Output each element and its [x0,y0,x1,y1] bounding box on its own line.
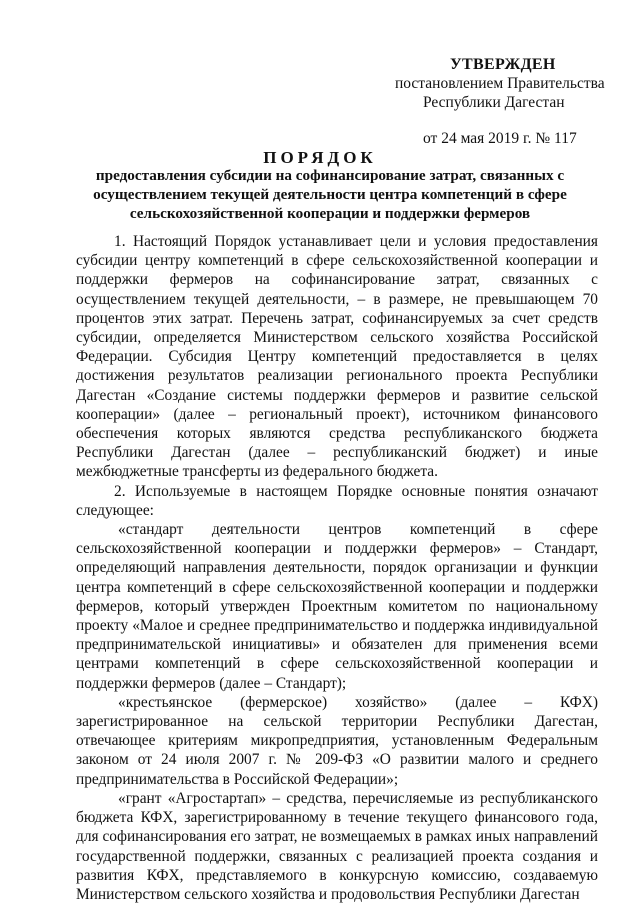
approval-date: от 24 мая 2019 г. № 117 [423,130,577,147]
definition-standard: «стандарт деятельности центров компетенций в сфере сельскохозяйственной кооперации и поддержки фермеров» – Стандарт, определяющий направления деятельности, порядок организации и функции центра компетенций в сфере сельскохозяйственной кооперации и поддержки фермеров, который утвержден Проектным комитетом по национальному проекту «Малое и среднее предпринимательство и поддержка индивидуальной предпринимательской инициативы» и обязателен для применения всеми центрами компетенций в сфере сельскохозяйственной кооперации и поддержки фермеров (далее – Стандарт); [76,521,598,692]
document-body [76,232,598,904]
approval-title: УТВЕРЖДЕН [450,56,556,73]
document-title: ПОРЯДОК [263,148,377,167]
definition-kfh: «крестьянское (фермерское) хозяйство» (далее – КФХ) зарегистрированное на сельской территории Республики Дагестан, отвечающее критериям микропредприятия, установленным Федеральным законом от 24 июля 2007 г. № 209-ФЗ «О развитии малого и среднего предпринимательства в Российской Федерации»; [76,693,598,788]
paragraph-2: 2. Используемые в настоящем Порядке основные понятия означают следующее: [76,482,598,519]
approval-stamp [395,55,625,148]
approval-line-1: постановлением Правительства [395,75,605,92]
paragraph-1: 1. Настоящий Порядок устанавливает цели и условия предоставления субсидии центру компетенций в сфере сельскохозяйственной кооперации и поддержки фермеров на софинансирование затрат, связанных с осуществлением текущей деятельности, – в размере, не превышающем 70 процентов этих затрат. Перечень затрат, софинансируемых за счет средств субсидии, определяется Министерством сельского хозяйства Российской Федерации. Субсидия Центру компетенций предоставляется в целях достижения результатов реализации регионального проекта Республики Дагестан «Создание системы поддержки фермеров и развитие сельской кооперации» (далее – региональный проект), источником финансового обеспечения которых являются средства республиканского бюджета Республики Дагестан (далее – республиканский бюджет) и иные межбюджетные трансферты из федерального бюджета. [76,233,598,481]
approval-line-2: Республики Дагестан [423,94,565,111]
document-subtitle: предоставления субсидии на софинансирование затрат, связанных с осуществлением текущей деятельности центра компетенций в сфере сельскохозяйственной кооперации и поддержки фермеров [93,167,567,222]
definition-grant: «грант «Агростартап» – средства, перечисляемые из республиканского бюджета КФХ, зарегистрированному в течение текущего финансового года, для софинансирования его затрат, не возмещаемых в рамках иных направлений государственной поддержки, связанных с реализацией проекта создания и развития КФХ, представляемого в конкурсную комиссию, создаваемую Министерством сельского хозяйства и продовольствия Республики Дагестан [76,789,598,903]
